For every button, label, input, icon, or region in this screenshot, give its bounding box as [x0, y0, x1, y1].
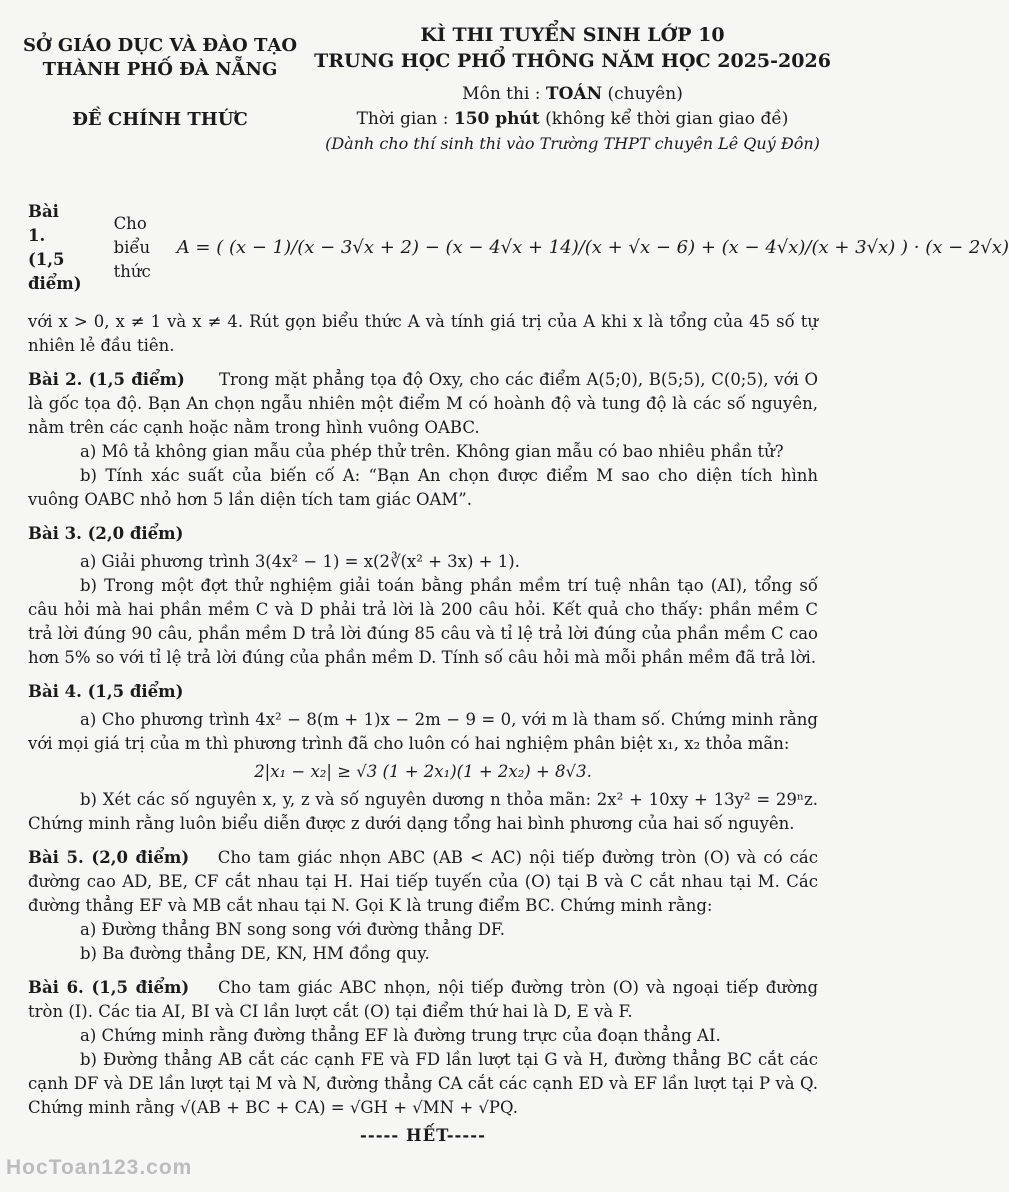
time-label: Thời gian :: [356, 109, 454, 129]
exam-title: KÌ THI TUYỂN SINH LỚP 10: [420, 24, 725, 46]
time-value: 150 phút: [453, 109, 540, 129]
problem-6-body: Cho tam giác ABC nhọn, nội tiếp đường tròn (O) và ngoại tiếp đường tròn (I). Các tia AI, BI và CI lần lượt cắt (O) tại điểm thứ hai là D, E và F.: [28, 978, 819, 1021]
problem-2-body: Trong mặt phẳng tọa độ Oxy, cho các điểm A(5;0), B(5;5), C(0;5), với O là gốc tọa độ. Bạn An chọn ngẫu nhiên một điểm M có hoành độ và tung độ là các số nguyên, nằm trên các cạnh hoặc nằm trong hình vuông OABC.: [28, 370, 819, 437]
problem-4-part-a: a) Cho phương trình 4x² − 8(m + 1)x − 2m − 9 = 0, với m là tham số. Chứng minh rằng với mọi giá trị của m thì phương trình đã cho luôn có hai nghiệm phân biệt x₁, x₂ thỏa mãn:: [28, 710, 818, 753]
problem-4-inequality: 2|x₁ − x₂| ≥ √3 (1 + 2x₁)(1 + 2x₂) + 8√3.: [254, 762, 592, 781]
department-name: SỞ GIÁO DỤC VÀ ĐÀO TẠO: [22, 35, 298, 56]
problem-6-text: [28, 976, 818, 1024]
problem-4-title: Bài 4. (1,5 điểm): [28, 682, 184, 701]
official-label: ĐỀ CHÍNH THỨC: [72, 109, 248, 130]
problem-3-title: Bài 3. (2,0 điểm): [28, 524, 184, 543]
problem-3-part-b: b) Trong một đợt thử nghiệm giải toán bằng phần mềm trí tuệ nhân tạo (AI), tổng số câu hỏi mà hai phần mềm C và D phải trả lời là 200 câu hỏi. Kết quả cho thấy: phần mềm C trả lời đúng 90 câu, phần mềm D trả lời đúng 85 câu và tỉ lệ trả lời đúng của phần mềm C cao hơn 5% so với tỉ lệ trả lời đúng của phần mềm D. Tính số câu hỏi mà mỗi phần mềm đã trả lời.: [28, 576, 818, 667]
problem-5-part-a: a) Đường thẳng BN song song với đường thẳng DF.: [80, 920, 506, 939]
problem-6-part-a: a) Chứng minh rằng đường thẳng EF là đường trung trực của đoạn thẳng AI.: [80, 1026, 721, 1045]
header-right: [300, 22, 845, 156]
problem-5-text: [28, 846, 818, 918]
problem-4-part-b: b) Xét các số nguyên x, y, z và số nguyên dương n thỏa mãn: 2x² + 10xy + 13y² = 29ⁿz. Chứng minh rằng luôn biểu diễn được z dưới dạng tổng hai bình phương của hai số nguyên.: [28, 790, 818, 833]
subject-suffix: (chuyên): [602, 84, 683, 104]
watermark-logo: HocToan123.com: [6, 1156, 193, 1179]
problem-6-part-b: b) Đường thẳng AB cắt các cạnh FE và FD lần lượt tại G và H, đường thẳng BC cắt các cạnh DF và DE lần lượt tại M và N, đường thẳng CA cắt các cạnh ED và EF lần lượt tại P và Q. Chứng minh rằng √(AB + BC + CA) = √GH + √MN + √PQ.: [28, 1050, 818, 1117]
problem-2-title: Bài 2. (1,5 điểm): [28, 370, 185, 389]
end-marker: ----- HẾT-----: [360, 1126, 486, 1145]
time-line: [300, 107, 845, 132]
problem-5-body: Cho tam giác nhọn ABC (AB < AC) nội tiếp đường tròn (O) và có các đường cao AD, BE, CF cắt nhau tại H. Hai tiếp tuyến của (O) tại B và C cắt nhau tại M. Các đường thẳng EF và MB cắt nhau tại N. Gọi K là trung điểm BC. Chứng minh rằng:: [28, 848, 818, 915]
problem-2-text: [28, 368, 818, 440]
subject-line: [300, 82, 845, 107]
problem-5-title: Bài 5. (2,0 điểm): [28, 848, 190, 867]
city-name: THÀNH PHỐ ĐÀ NẴNG: [42, 59, 278, 80]
header-left: [20, 34, 300, 132]
problem-1-text: với x > 0, x ≠ 1 và x ≠ 4. Rút gọn biểu thức A và tính giá trị của A khi x là tổng của 45 số tự nhiên lẻ đầu tiên.: [28, 312, 818, 355]
problem-2-part-b: b) Tính xác suất của biến cố A: “Bạn An chọn được điểm M sao cho diện tích hình vuông OABC nhỏ hơn 5 lần diện tích tam giác OAM”.: [28, 466, 818, 509]
problem-5-part-b: b) Ba đường thẳng DE, KN, HM đồng quy.: [80, 944, 430, 963]
problem-6-title: Bài 6. (1,5 điểm): [28, 978, 190, 997]
subject-label: Môn thi :: [462, 84, 546, 104]
problem-1-header: [28, 200, 1009, 296]
exam-note: (Dành cho thí sinh thi vào Trường THPT chuyên Lê Quý Đôn): [325, 134, 820, 153]
problem-3-part-a: a) Giải phương trình 3(4x² − 1) = x(2∛(x² + 3x) + 1).: [80, 552, 520, 571]
problem-1-expression: A = ( (x − 1)/(x − 3√x + 2) − (x − 4√x + 14)/(x + √x − 6) + (x − 4√x)/(x + 3√x) ) · (x − 2√x): [176, 237, 1009, 258]
problem-1-title: Bài 1. (1,5 điểm): [28, 202, 82, 293]
exam-content: [28, 186, 1009, 1165]
exam-subtitle: TRUNG HỌC PHỔ THÔNG NĂM HỌC 2025-2026: [314, 50, 831, 72]
problem-1-intro: Cho biểu thức: [113, 214, 151, 281]
problem-2-part-a: a) Mô tả không gian mẫu của phép thử trên. Không gian mẫu có bao nhiêu phần tử?: [80, 442, 784, 461]
subject-value: TOÁN: [545, 84, 603, 104]
time-suffix: (không kể thời gian giao đề): [539, 109, 789, 129]
